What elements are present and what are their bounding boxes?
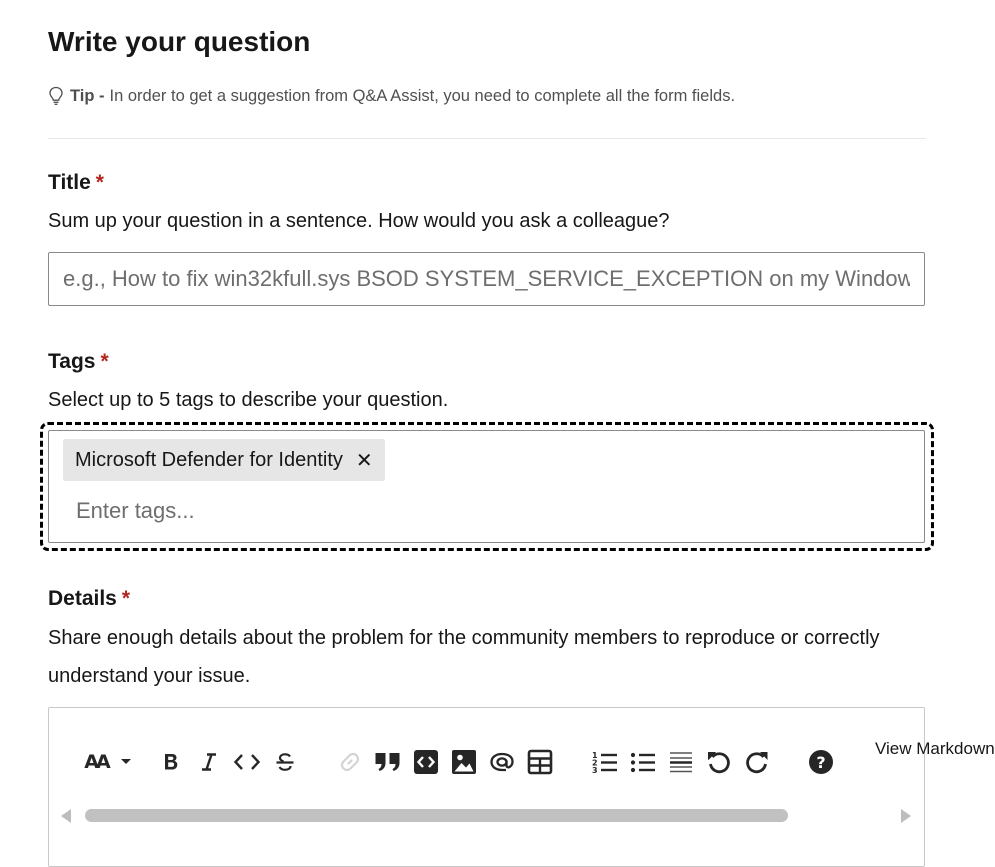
- numbered-list-button[interactable]: [589, 744, 621, 780]
- tip-label: Tip -: [70, 86, 105, 105]
- svg-text:?: ?: [816, 753, 826, 772]
- tags-field[interactable]: [48, 430, 925, 543]
- tip-banner: [48, 86, 735, 106]
- undo-icon: [706, 749, 732, 775]
- title-description: Sum up your question in a sentence. How would you ask a colleague?: [48, 210, 670, 232]
- font-size-icon: AA: [84, 751, 108, 773]
- mention-button[interactable]: [486, 744, 518, 780]
- tip-text: In order to get a suggestion from Q&A Assist, you need to complete all the form fields.: [109, 86, 736, 105]
- horizontal-rule-button[interactable]: [665, 744, 697, 780]
- view-markdown-toggle[interactable]: View Markdown: [875, 739, 995, 758]
- undo-button[interactable]: [703, 744, 735, 780]
- tag-chip: [63, 439, 385, 481]
- scroll-right-icon[interactable]: [901, 809, 911, 823]
- details-editor: [48, 707, 995, 867]
- remove-tag-icon[interactable]: ✕: [355, 449, 373, 472]
- link-button[interactable]: [334, 744, 366, 780]
- table-button[interactable]: [524, 744, 556, 780]
- code-block-button[interactable]: [410, 744, 442, 780]
- scroll-left-icon[interactable]: [61, 809, 71, 823]
- title-input[interactable]: [48, 252, 925, 306]
- link-icon: [338, 750, 362, 774]
- help-button[interactable]: [805, 744, 837, 780]
- svg-text:3: 3: [592, 766, 598, 775]
- horizontal-rule-icon: [668, 750, 694, 774]
- image-button[interactable]: [448, 744, 480, 780]
- bulleted-list-icon: [630, 750, 656, 774]
- strikethrough-icon: [275, 752, 295, 772]
- bold-icon: [162, 752, 180, 772]
- image-icon: [451, 749, 477, 775]
- svg-text:2: 2: [592, 758, 598, 768]
- tags-label: [48, 350, 109, 374]
- quote-icon: [374, 751, 402, 773]
- tags-label-text: Tags: [48, 350, 96, 373]
- inline-code-button[interactable]: [231, 744, 263, 780]
- details-label: [48, 587, 130, 611]
- divider: [48, 138, 926, 139]
- mention-icon: [489, 752, 515, 772]
- bold-button[interactable]: [155, 744, 187, 780]
- help-icon: [808, 749, 834, 775]
- tags-input[interactable]: [76, 493, 676, 529]
- details-label-text: Details: [48, 587, 117, 610]
- tag-chip-label: Microsoft Defender for Identity: [75, 448, 343, 471]
- inline-code-icon: [234, 753, 260, 771]
- required-mark: *: [100, 350, 109, 373]
- quote-button[interactable]: [372, 744, 404, 780]
- font-size-button[interactable]: [79, 744, 137, 780]
- toolbar-scrollbar[interactable]: [57, 806, 917, 826]
- page-title: Write your question: [48, 26, 311, 57]
- redo-icon: [744, 749, 770, 775]
- lightbulb-icon: [48, 86, 64, 106]
- chevron-down-icon: [120, 758, 132, 766]
- tags-description: Select up to 5 tags to describe your question.: [48, 389, 449, 411]
- title-label: [48, 171, 104, 195]
- svg-text:1: 1: [592, 751, 598, 760]
- italic-icon: [200, 752, 218, 772]
- details-description: Share enough details about the problem for the community members to reproduce or correctly understand your issue.: [48, 627, 880, 687]
- strikethrough-button[interactable]: [269, 744, 301, 780]
- title-label-text: Title: [48, 171, 91, 194]
- required-mark: *: [121, 587, 131, 610]
- italic-button[interactable]: [193, 744, 225, 780]
- redo-button[interactable]: [741, 744, 773, 780]
- scrollbar-thumb[interactable]: [85, 809, 788, 822]
- code-block-icon: [413, 749, 439, 775]
- numbered-list-icon: [592, 750, 618, 774]
- bulleted-list-button[interactable]: [627, 744, 659, 780]
- required-mark: *: [95, 171, 104, 194]
- table-icon: [527, 749, 553, 775]
